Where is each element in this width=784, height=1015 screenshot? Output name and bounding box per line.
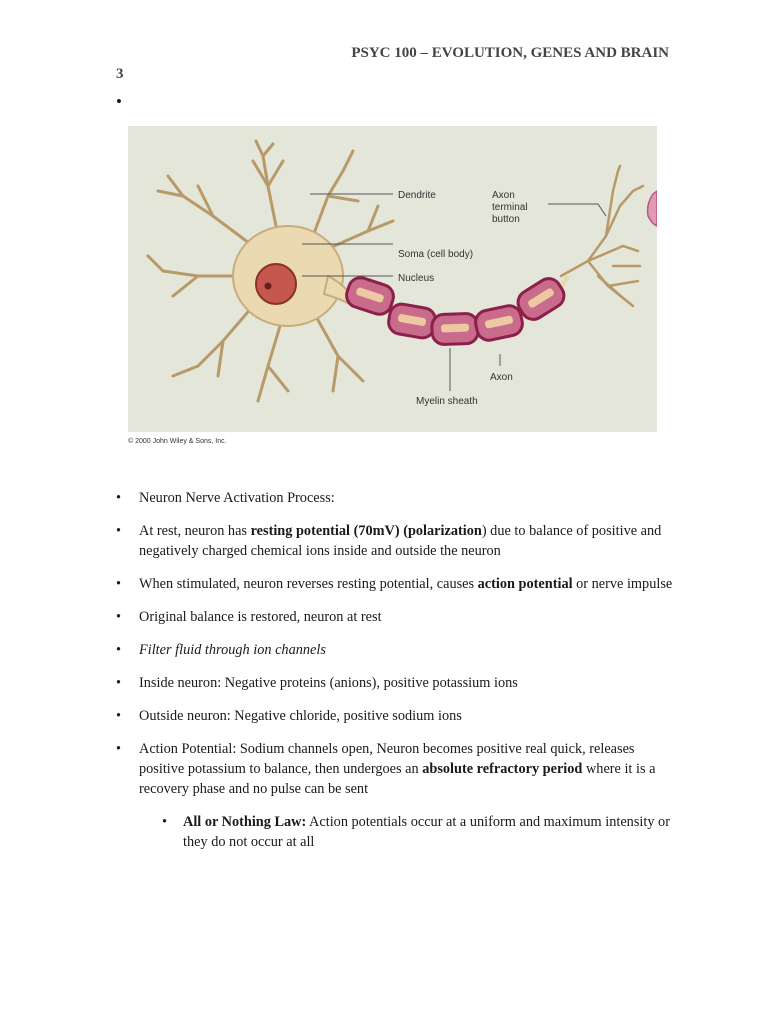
list-item: • Inside neuron: Negative proteins (anions), positive potassium ions (116, 675, 518, 691)
bullet-list (116, 488, 676, 865)
list-item: • Neuron Nerve Activation Process: (116, 490, 335, 506)
list-item: • Action Potential: Sodium channels open, Neuron becomes positive real quick, releases positive potassium to balance, then undergoes an absolute refractory period where it is a recovery phase and no pulse can be sent (116, 741, 656, 797)
label-axon-terminal-3: button (492, 214, 520, 225)
course-header: PSYC 100 – EVOLUTION, GENES AND BRAIN (351, 45, 669, 61)
list-item: • Outside neuron: Negative chloride, positive sodium ions (116, 708, 462, 724)
nucleus (256, 264, 296, 304)
label-axon: Axon (490, 372, 513, 383)
empty-bullet: • (116, 92, 122, 111)
label-dendrite: Dendrite (398, 190, 436, 201)
axon-terminal-button (648, 191, 657, 226)
myelin-sheath (343, 274, 568, 345)
label-axon-terminal-2: terminal (492, 202, 528, 213)
figure-copyright: © 2000 John Wiley & Sons, Inc. (128, 438, 227, 445)
label-nucleus: Nucleus (398, 273, 435, 284)
list-item: • Filter fluid through ion channels (116, 642, 326, 658)
label-axon-terminal-1: Axon (492, 190, 515, 201)
list-item: • At rest, neuron has resting potential (70mV) (polarization) due to balance of positive and negatively charged chemical ions inside and outside the neuron (116, 523, 662, 559)
sub-list-item: • All or Nothing Law: Action potentials occur at a uniform and maximum intensity or they do not occur at all (162, 814, 670, 850)
list-item: • When stimulated, neuron reverses resting potential, causes action potential or nerve impulse (116, 576, 673, 592)
label-myelin-sheath: Myelin sheath (416, 396, 478, 407)
page-number: 3 (116, 66, 124, 82)
list-item: • Original balance is restored, neuron at rest (116, 609, 382, 625)
axon-terminal (561, 166, 643, 306)
neuron-diagram (128, 126, 657, 432)
label-soma: Soma (cell body) (398, 249, 474, 260)
